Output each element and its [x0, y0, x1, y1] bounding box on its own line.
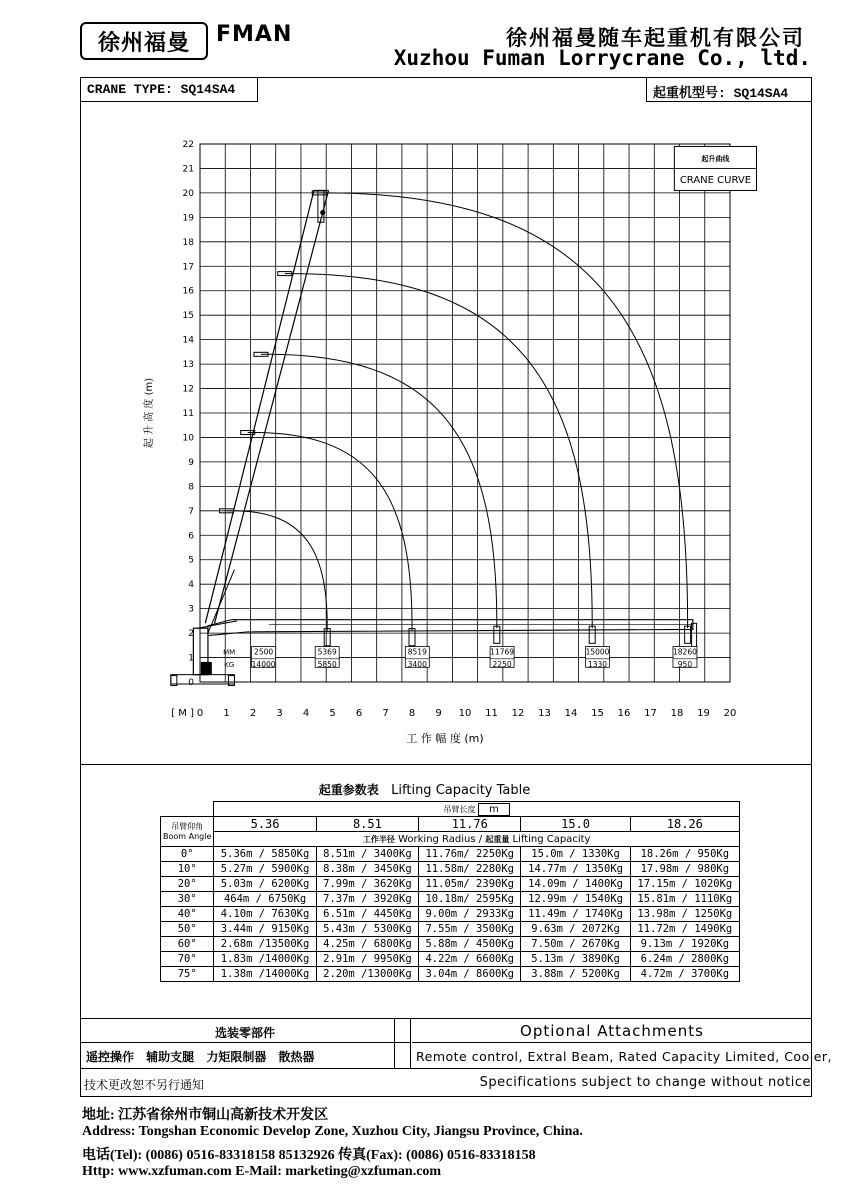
table-row: [161, 967, 740, 982]
x-tick-label: 14: [564, 708, 578, 719]
y-tick-label: 18: [182, 237, 194, 248]
x-tick-label: 10: [458, 708, 472, 719]
boom-hook-pin: [320, 210, 325, 215]
capacity-cell: 1.38m /14000Kg: [214, 967, 316, 982]
boom-angle-label-en: Boom Angle: [163, 831, 212, 841]
boom-length-header: [214, 802, 740, 817]
y-tick-label: 9: [188, 457, 194, 468]
capacity-cell: 7.55m / 3500Kg: [419, 922, 521, 937]
crane-curve-diagram: [140, 130, 760, 760]
address-cn: 地址: 江苏省徐州市铜山高新技术开发区: [82, 1108, 329, 1123]
slewing-base: [201, 662, 211, 674]
logo-en: FMAN: [216, 22, 293, 47]
load-label-kg: 5850: [317, 659, 337, 669]
x-axis-label: 工 作 幅 度 (m): [406, 732, 484, 745]
load-label-kg: 2250: [492, 659, 512, 669]
boom-angle-cell: 20°: [161, 877, 214, 892]
capacity-cell: 5.88m / 4500Kg: [419, 937, 521, 952]
boom-angle-cell: 40°: [161, 907, 214, 922]
load-label-mm: 15000: [585, 647, 610, 657]
load-label-mm: 5369: [317, 647, 337, 657]
reach-arc: [285, 274, 592, 629]
capacity-cell: 4.72m / 3700Kg: [630, 967, 739, 982]
load-label-mm: 2500: [254, 647, 274, 657]
capacity-cell: 15.0m / 1330Kg: [521, 847, 630, 862]
x-tick-label: 15: [591, 708, 604, 719]
capacity-cell: 9.13m / 1920Kg: [630, 937, 739, 952]
notice-en: Specifications subject to change without notice: [479, 1075, 811, 1090]
x-tick-label: 19: [697, 708, 710, 719]
boom-angle-cell: 60°: [161, 937, 214, 952]
options-items-cn: 遥控操作 辅助支腿 力矩限制器 散热器: [86, 1050, 315, 1064]
website-email: Http: www.xzfuman.com E-Mail: marketing@xzfuman.com: [82, 1164, 442, 1179]
y-tick-label: 12: [182, 384, 194, 395]
capacity-cell: 11.49m / 1740Kg: [521, 907, 630, 922]
table-title-cn: 起重参数表: [318, 783, 379, 797]
x-unit-label: [ M ]: [171, 708, 194, 719]
capacity-cell: 14.09m / 1400Kg: [521, 877, 630, 892]
load-label-kg: 3400: [407, 659, 427, 669]
y-tick-label: 3: [188, 604, 194, 615]
capacity-cell: 8.38m / 3450Kg: [316, 862, 418, 877]
divider: [412, 1042, 812, 1043]
radius-capacity-header: 工作半径 Working Radius / 起重量 Lifting Capacity: [214, 832, 740, 847]
capacity-cell: 12.99m / 1540Kg: [521, 892, 630, 907]
capacity-cell: 9.63m / 2072Kg: [521, 922, 630, 937]
x-tick-label: 11: [485, 708, 498, 719]
table-title-en: Lifting Capacity Table: [391, 783, 531, 798]
x-tick-label: 3: [276, 708, 283, 719]
company-name-en: Xuzhou Fuman Lorrycrane Co., ltd.: [393, 46, 811, 70]
capacity-cell: 2.91m / 9950Kg: [316, 952, 418, 967]
capacity-cell: 15.81m / 1110Kg: [630, 892, 739, 907]
capacity-cell: 1.83m /14000Kg: [214, 952, 316, 967]
boom-length-unit: m: [478, 803, 510, 816]
boom-angle-cell: 10°: [161, 862, 214, 877]
x-tick-label: 17: [644, 708, 657, 719]
capacity-cell: 7.99m / 3620Kg: [316, 877, 418, 892]
y-tick-label: 5: [188, 555, 194, 566]
capacity-cell: 6.24m / 2800Kg: [630, 952, 739, 967]
capacity-cell: 5.27m / 5900Kg: [214, 862, 316, 877]
table-row: [161, 892, 740, 907]
capacity-cell: 4.25m / 6800Kg: [316, 937, 418, 952]
capacity-cell: 3.04m / 8600Kg: [419, 967, 521, 982]
boom-joint: [685, 626, 691, 643]
capacity-cell: 5.43m / 5300Kg: [316, 922, 418, 937]
y-tick-label: 0: [188, 678, 194, 688]
x-tick-label: 4: [302, 708, 310, 719]
luffing-cylinder: [197, 621, 237, 628]
x-tick-label: 13: [538, 708, 551, 719]
legend-title-cn: 起升曲线: [701, 155, 730, 164]
radius-label-cn: 工作半径: [362, 834, 395, 844]
x-tick-label: 16: [617, 708, 631, 719]
telephone-fax: 电话(Tel): (0086) 0516-83318158 85132926 传真(Fax): (0086) 0516-83318158: [82, 1148, 536, 1163]
divider: [80, 1068, 812, 1069]
options-title-cn: 选装零部件: [214, 1026, 275, 1040]
capacity-label-en: Lifting Capacity: [512, 833, 591, 845]
boom-angle-cell: 70°: [161, 952, 214, 967]
boom-joint: [494, 626, 500, 643]
x-tick-label: 18: [670, 708, 684, 719]
boom-length-4: 18.26: [630, 817, 739, 832]
y-tick-label: 11: [182, 409, 194, 419]
y-tick-label: 7: [188, 506, 194, 517]
x-tick-label: 9: [435, 708, 442, 719]
capacity-cell: 13.98m / 1250Kg: [630, 907, 739, 922]
options-items-en: Remote control, Extral Beam, Rated Capacity Limited, Cooler,: [416, 1049, 832, 1064]
capacity-cell: 2.20m /13000Kg: [316, 967, 418, 982]
crane-type-en: CRANE TYPE: SQ14SA4: [80, 77, 258, 102]
capacity-cell: 10.18m/ 2595Kg: [419, 892, 521, 907]
y-axis-label: 起 升 高 度 (m): [144, 377, 155, 449]
divider: [80, 1018, 812, 1019]
capacity-cell: 17.15m / 1020Kg: [630, 877, 739, 892]
capacity-label-cn: 起重量: [485, 834, 510, 844]
capacity-cell: 9.00m / 2933Kg: [419, 907, 521, 922]
boom-length-1: 8.51: [316, 817, 418, 832]
y-tick-label: 13: [182, 360, 194, 371]
load-label-mm: 8519: [407, 647, 427, 657]
load-label-kg: 14000: [251, 659, 276, 669]
reach-arc: [319, 193, 687, 628]
options-title-en: Optional Attachments: [520, 1022, 704, 1040]
load-label-mm: 11769: [490, 647, 515, 657]
capacity-cell: 8.51m / 3400Kg: [316, 847, 418, 862]
y-tick-label: 1: [188, 653, 194, 664]
capacity-cell: 11.58m/ 2280Kg: [419, 862, 521, 877]
notice-cn: 技术更改恕不另行通知: [84, 1078, 205, 1092]
y-tick-label: 22: [182, 140, 194, 150]
capacity-cell: 3.44m / 9150Kg: [214, 922, 316, 937]
raised-boom: [215, 190, 329, 623]
y-tick-label: 16: [182, 286, 194, 297]
capacity-cell: 3.88m / 5200Kg: [521, 967, 630, 982]
capacity-cell: 5.13m / 3890Kg: [521, 952, 630, 967]
load-label-kg-header: KG: [224, 660, 235, 669]
table-row: [161, 847, 740, 862]
table-row: [161, 862, 740, 877]
load-label-kg: 1330: [587, 659, 608, 669]
lifting-capacity-table: [160, 801, 740, 982]
y-tick-label: 20: [182, 188, 194, 199]
table-row: [161, 907, 740, 922]
x-tick-label: 7: [382, 708, 389, 719]
boom-joint: [589, 626, 595, 643]
capacity-cell: 464m / 6750Kg: [214, 892, 316, 907]
x-tick-label: 6: [355, 708, 363, 719]
x-tick-label: 5: [329, 708, 336, 719]
address-en: Address: Tongshan Economic Develop Zone, Xuzhou City, Jiangsu Province, China.: [82, 1124, 583, 1139]
boom-angle-cell: 30°: [161, 892, 214, 907]
boom-length-label: 吊臂长度: [443, 804, 476, 814]
boom-length-2: 11.76: [419, 817, 521, 832]
load-label-mm-header: MM: [223, 648, 236, 657]
table-title: [0, 781, 849, 798]
capacity-cell: 5.03m / 6200Kg: [214, 877, 316, 892]
boom-length-0: 5.36: [214, 817, 316, 832]
table-row: [161, 877, 740, 892]
y-tick-label: 10: [182, 433, 194, 444]
y-tick-label: 14: [182, 335, 194, 346]
x-tick-label: 2: [249, 708, 257, 719]
radius-label-en: Working Radius: [398, 833, 476, 845]
y-tick-label: 2: [188, 629, 194, 640]
capacity-cell: 2.68m /13500Kg: [214, 937, 316, 952]
x-tick-label: 8: [408, 708, 416, 719]
table-row: [161, 922, 740, 937]
x-tick-label: 1: [223, 708, 230, 719]
divider: [80, 764, 812, 765]
y-tick-label: 6: [188, 531, 194, 542]
logo-cn: 徐州福曼: [80, 22, 208, 60]
raised-boom: [205, 190, 314, 623]
reach-arc: [227, 511, 328, 631]
capacity-cell: 11.76m/ 2250Kg: [419, 847, 521, 862]
load-label-mm: 18260: [673, 647, 697, 657]
crane-type-cn: 起重机型号: SQ14SA4: [646, 77, 812, 102]
capacity-cell: 18.26m / 950Kg: [630, 847, 739, 862]
y-tick-label: 19: [182, 213, 194, 224]
y-tick-label: 17: [182, 262, 194, 273]
y-tick-label: 4: [188, 580, 194, 591]
capacity-cell: 6.51m / 4450Kg: [316, 907, 418, 922]
divider: [80, 1042, 410, 1043]
x-tick-label: 20: [723, 708, 737, 719]
capacity-cell: 7.37m / 3920Kg: [316, 892, 418, 907]
legend-title-en: CRANE CURVE: [679, 175, 752, 187]
divider: [410, 1018, 411, 1068]
boom-angle-label-cn: 吊臂仰角: [171, 821, 204, 831]
capacity-cell: 11.72m / 1490Kg: [630, 922, 739, 937]
x-tick-label: 0: [196, 708, 204, 719]
capacity-cell: 4.22m / 6600Kg: [419, 952, 521, 967]
capacity-cell: 11.05m/ 2390Kg: [419, 877, 521, 892]
x-tick-label: 12: [511, 708, 525, 719]
boom-angle-header: [161, 817, 214, 847]
boom-angle-cell: 50°: [161, 922, 214, 937]
boom-length-3: 15.0: [521, 817, 630, 832]
table-row: [161, 952, 740, 967]
capacity-cell: 5.36m / 5850Kg: [214, 847, 316, 862]
load-label-kg: 950: [677, 659, 693, 669]
boom-angle-cell: 0°: [161, 847, 214, 862]
capacity-cell: 14.77m / 1350Kg: [521, 862, 630, 877]
company-name-cn: 徐州福曼随车起重机有限公司: [506, 26, 805, 50]
y-tick-label: 21: [182, 164, 194, 175]
capacity-cell: 7.50m / 2670Kg: [521, 937, 630, 952]
capacity-cell: 17.98m / 980Kg: [630, 862, 739, 877]
capacity-cell: 4.10m / 7630Kg: [214, 907, 316, 922]
reach-arc: [261, 354, 497, 628]
y-tick-label: 8: [188, 482, 194, 493]
boom-angle-cell: 75°: [161, 967, 214, 982]
y-tick-label: 15: [182, 311, 194, 322]
table-row: [161, 937, 740, 952]
